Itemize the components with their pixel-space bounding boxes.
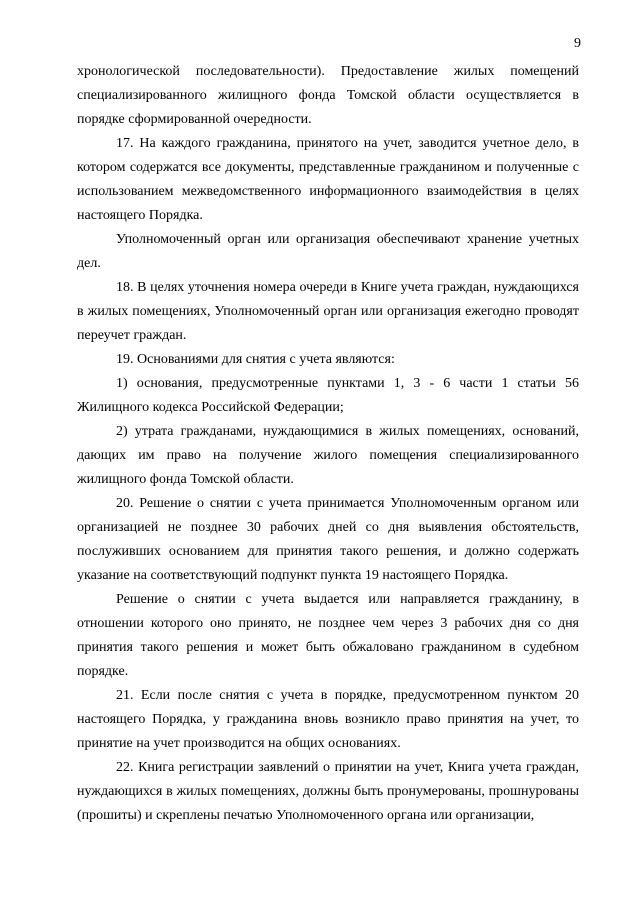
page-number: 9 xyxy=(574,36,581,51)
paragraph: 21. Если после снятия с учета в порядке, предусмотренном пунктом 20 настоящего Порядка, у гражданина вновь возникло право принятия на учет, то принятие на учет производится на общих основаниях. xyxy=(77,688,579,751)
paragraph: 1) основания, предусмотренные пунктами 1, 3 - 6 части 1 статьи 56 Жилищного кодекса Российской Федерации; xyxy=(77,376,579,415)
paragraph: Решение о снятии с учета выдается или направляется гражданину, в отношении которого оно принято, не позднее чем через 3 рабочих дня со дня принятия такого решения и может быть обжаловано гражданином в судебном порядке. xyxy=(77,592,579,679)
paragraph: 22. Книга регистрации заявлений о принятии на учет, Книга учета граждан, нуждающихся в жилых помещениях, должны быть пронумерованы, прошнурованы (прошиты) и скреплены печатью Уполномоченного органа или организации, xyxy=(77,760,579,823)
paragraph: 19. Основаниями для снятия с учета являются: xyxy=(116,352,395,367)
paragraph: 2) утрата гражданами, нуждающимися в жилых помещениях, оснований, дающих им право на получение жилого помещения специализированного жилищного фонда Томской области. xyxy=(77,424,579,487)
paragraph: 20. Решение о снятии с учета принимается Уполномоченным органом или организацией не позднее 30 рабочих дней со дня выявления обстоятельств, послуживших основанием для принятия такого решения, и должно содержать указание на соответствующий подпункт пункта 19 настоящего Порядка. xyxy=(77,496,579,583)
paragraph: 18. В целях уточнения номера очереди в Книге учета граждан, нуждающихся в жилых помещениях, Уполномоченный орган или организация ежегодно проводят переучет граждан. xyxy=(77,280,579,343)
paragraph: Уполномоченный орган или организация обеспечивают хранение учетных дел. xyxy=(77,232,579,271)
paragraph: 17. На каждого гражданина, принятого на учет, заводится учетное дело, в котором содержатся все документы, представленные гражданином и полученные с использованием межведомственного информационного взаимодействия в целях настоящего Порядка. xyxy=(77,136,579,223)
paragraph: хронологической последовательности). Предоставление жилых помещений специализированного жилищного фонда Томской области осуществляется в порядке сформированной очередности. xyxy=(77,64,579,127)
document-body xyxy=(77,60,579,828)
